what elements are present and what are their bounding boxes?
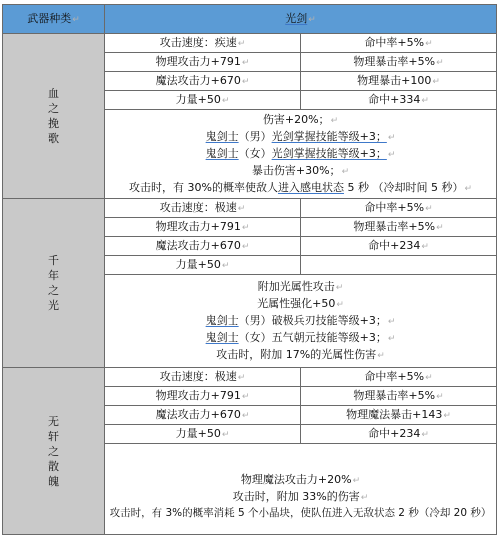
table-row	[3, 199, 497, 218]
stat-cell: 命中率+5%↵	[301, 199, 497, 218]
weapon-table	[2, 4, 497, 535]
stat-cell: 攻击速度：疾速↵	[105, 34, 301, 53]
table-row	[3, 34, 497, 53]
stat-cell: 力量+50↵	[105, 256, 301, 275]
stat-cell: 物理魔法暴击+143↵	[301, 406, 497, 425]
effect-line: 暴击伤害+30%；↵	[251, 163, 350, 177]
header-weapon-name: 光剑↵	[105, 5, 497, 34]
stat-cell: 力量+50↵	[105, 425, 301, 444]
stat-cell: 魔法攻击力+670↵	[105, 406, 301, 425]
stat-cell: 命中率+5%↵	[301, 34, 497, 53]
effect-line: 攻击时，有 30%的概率使敌人进入感电状态 5 秒 （冷却时间 5 秒）↵	[129, 180, 472, 194]
effect-line: 附加光属性攻击↵	[257, 279, 344, 293]
stat-cell: 魔法攻击力+670↵	[105, 72, 301, 91]
effect-line: 攻击时，有 3%的概率消耗 5 个小晶块，使队伍进入无敌状态 2 秒（冷却 20 秒）	[109, 506, 492, 519]
stat-cell: 物理暴击率+5%↵	[301, 218, 497, 237]
stat-cell: 攻击速度：极速↵	[105, 368, 301, 387]
stat-cell: 命中+234↵	[301, 237, 497, 256]
stat-cell: 物理暴击+100↵	[301, 72, 497, 91]
stat-cell: 物理暴击率+5%↵	[301, 387, 497, 406]
stat-cell: 攻击速度：极速↵	[105, 199, 301, 218]
stat-cell: 物理攻击力+791↵	[105, 53, 301, 72]
header-row	[3, 5, 497, 34]
stat-cell: 物理暴击率+5%↵	[301, 53, 497, 72]
effect-line: 物理魔法攻击力+20%↵	[240, 472, 361, 486]
weapon-name-cell: 千年之光	[3, 199, 105, 368]
stat-cell-empty	[301, 256, 497, 275]
weapon-name-cell: 血之挽歌	[3, 34, 105, 199]
table-row	[3, 368, 497, 387]
stat-cell: 物理攻击力+791↵	[105, 387, 301, 406]
effect-line: 伤害+20%；↵	[262, 112, 339, 126]
header-type-label: 武器种类↵	[3, 5, 105, 34]
effect-line: 攻击时，附加 33%的伤害↵	[232, 489, 369, 503]
stat-cell: 力量+50↵	[105, 91, 301, 110]
stat-cell: 命中+234↵	[301, 425, 497, 444]
stat-cell: 魔法攻击力+670↵	[105, 237, 301, 256]
effects-cell	[105, 275, 497, 368]
stat-cell: 物理攻击力+791↵	[105, 218, 301, 237]
effect-line: 鬼剑士（女）光剑掌握技能等级+3；↵	[205, 146, 396, 160]
effect-line: 鬼剑士（女）五气朝元技能等级+3；↵	[205, 330, 396, 344]
effect-line: 鬼剑士（男）光剑掌握技能等级+3；↵	[205, 129, 396, 143]
effects-cell	[105, 444, 497, 535]
effects-cell	[105, 110, 497, 199]
stat-cell: 命中+334↵	[301, 91, 497, 110]
weapon-name-cell: 无轩之散魄	[3, 368, 105, 535]
effect-line: 光属性强化+50↵	[257, 296, 344, 310]
stat-cell: 命中率+5%↵	[301, 368, 497, 387]
effect-line: 鬼剑士（男）破极兵刃技能等级+3；↵	[205, 313, 396, 327]
effect-line: 攻击时，附加 17%的光属性伤害↵	[216, 347, 385, 361]
